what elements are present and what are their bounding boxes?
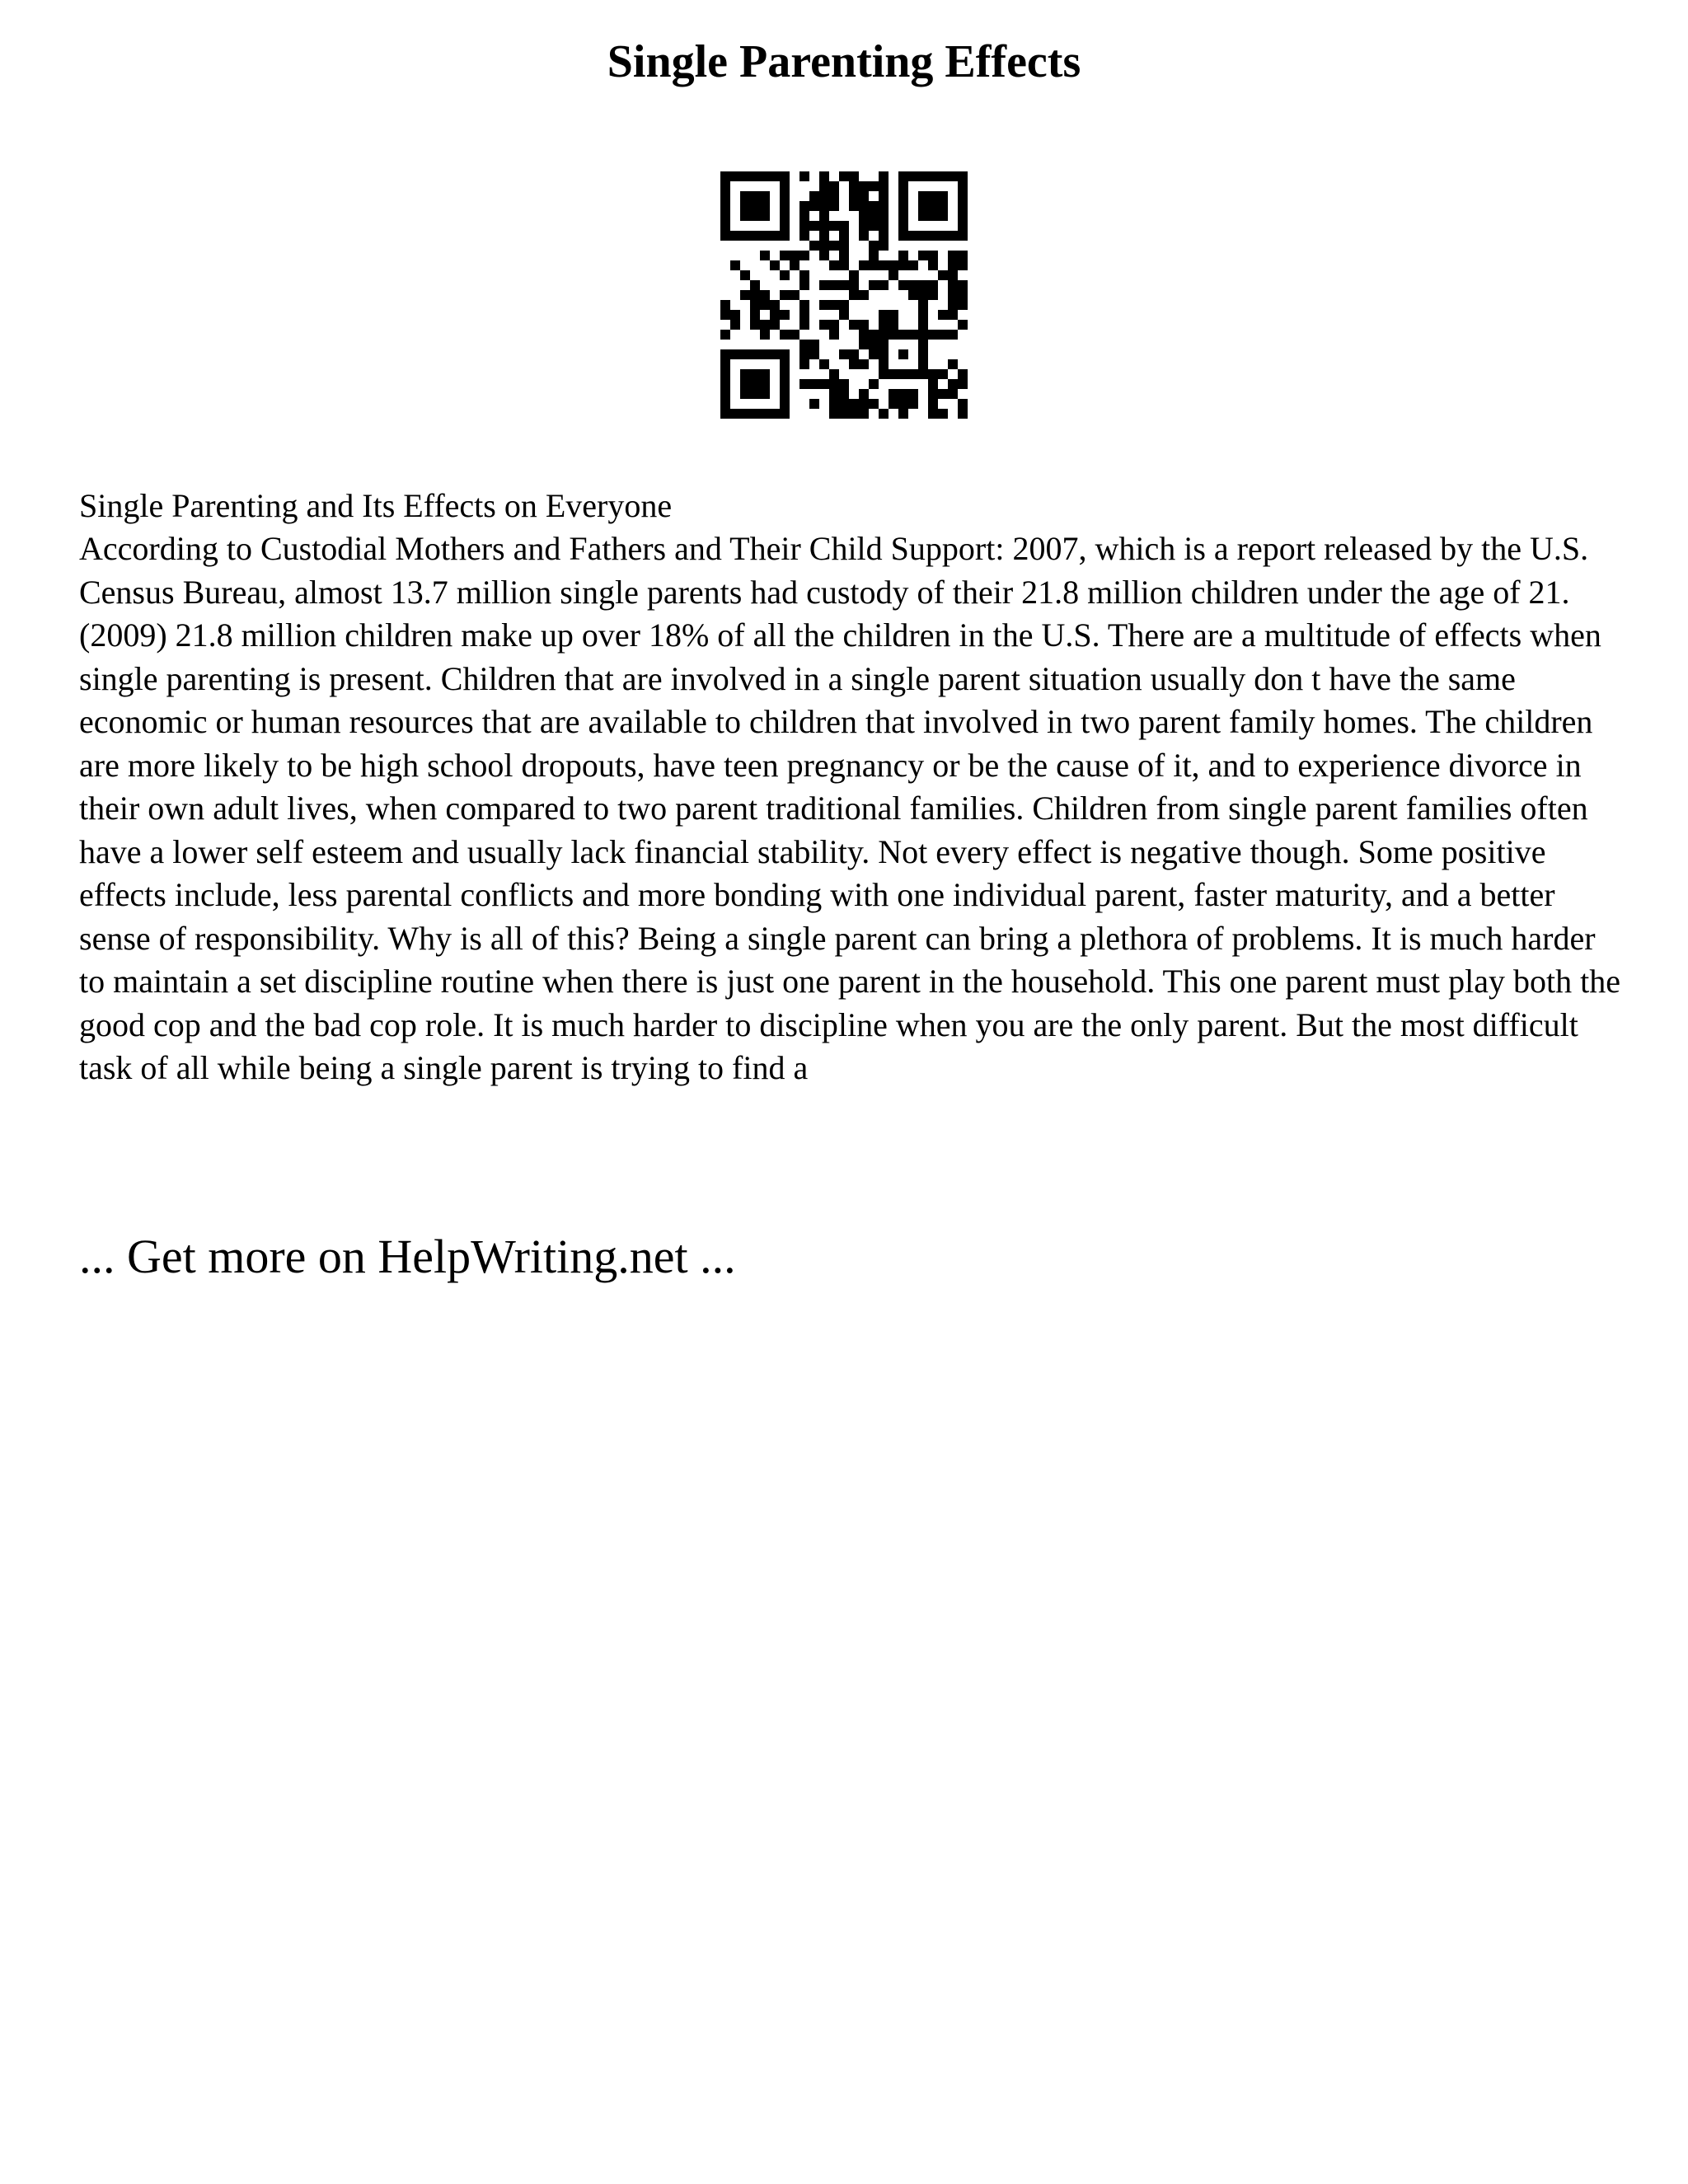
body-paragraph: According to Custodial Mothers and Fathers and Their Child Support: 2007, which is a report released by the U.S. Census Bureau, almost 13.7 million single parents had custody of their 21.8 million children under the age of 21. (2009) 21.8 million children make up over 18% of all the children in the U.S. There are a multitude of effects when single parenting is present. Children that are involved in a single parent situation usually don t have the same economic or human resources that are available to children that involved in two parent family homes. The children are more likely to be high school dropouts, have teen pregnancy or be the cause of it, and to experience divorce in their own adult lives, when compared to two parent traditional families. Children from single parent families often have a lower self esteem and usually lack financial stability. Not every effect is negative though. Some positive effects include, less parental conflicts and more bonding with one individual parent, faster maturity, and a better sense of responsibility. Why is all of this? Being a single parent can bring a plethora of problems. It is much harder to maintain a set discipline routine when there is just one parent in the household. This one parent must play both the good cop and the bad cop role. It is much harder to discipline when you are the only parent. But the most difficult task of all while being a single parent is trying to find a [79,530,1620,1086]
get-more-link[interactable]: ... Get more on HelpWriting.net ... [79,1230,736,1283]
qr-code-graphic [720,171,968,419]
document-subtitle: Single Parenting and Its Effects on Everyone [79,487,673,524]
page-title: Single Parenting Effects [607,36,1081,87]
qr-code-icon [720,171,968,419]
